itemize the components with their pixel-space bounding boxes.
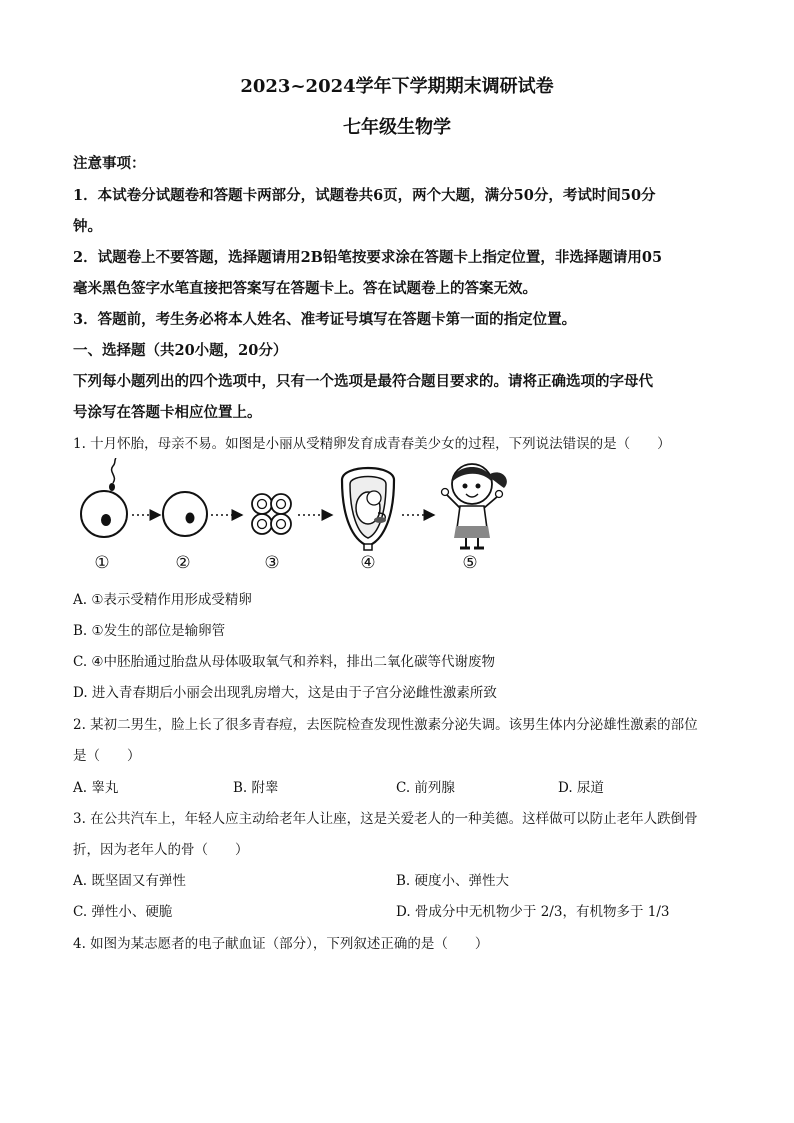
- fetus-in-uterus-icon: [342, 468, 394, 550]
- question-1-option-d: D. 进入青春期后小丽会出现乳房增大，这是由于子宫分泌雌性激素所致: [73, 685, 497, 701]
- development-figure: [72, 458, 532, 578]
- section-heading: 一、选择题（共20小题，20分）: [73, 342, 288, 359]
- notes-heading: 注意事项：: [73, 155, 146, 172]
- note-item-1-line-2: 钟。: [73, 218, 102, 235]
- exam-subtitle: 七年级生物学: [343, 117, 451, 138]
- figure-label-3: ③: [264, 553, 280, 573]
- section-instruction-line-2: 号涂写在答题卡相应位置上。: [73, 404, 262, 421]
- figure-label-2: ②: [175, 553, 191, 573]
- figure-label-1: ①: [94, 553, 110, 573]
- question-4-stem: 4. 如图为某志愿者的电子献血证（部分），下列叙述正确的是（ ）: [73, 936, 489, 952]
- question-2-option-d: D. 尿道: [558, 780, 604, 796]
- question-3-stem-line-2: 折，因为老年人的骨（ ）: [73, 842, 249, 858]
- note-item-2-line-1: 2．试题卷上不要答题，选择题请用2B铅笔按要求涂在答题卡上指定位置，非选择题请用05: [73, 249, 663, 266]
- note-item-1-line-1: 1．本试卷分试题卷和答题卡两部分，试题卷共6页，两个大题，满分50分，考试时间50分: [73, 187, 656, 204]
- note-item-2-line-2: 毫米黑色签字水笔直接把答案写在答题卡上。答在试题卷上的答案无效。: [73, 280, 537, 297]
- figure-label-5: ⑤: [462, 553, 478, 573]
- question-2-stem-line-1: 2. 某初二男生，脸上长了很多青春痘，去医院检查发现性激素分泌失调。该男生体内分泌雄性激素的部位: [73, 717, 698, 733]
- question-3-option-c: C. 弹性小、硬脆: [73, 904, 173, 920]
- figure-label-4: ④: [360, 553, 376, 573]
- development-diagram: [72, 458, 532, 553]
- question-3-option-b: B. 硬度小、弹性大: [396, 873, 510, 889]
- cell-division-icon: [252, 494, 291, 534]
- section-instruction-line-1: 下列每小题列出的四个选项中，只有一个选项是最符合题目要求的。请将正确选项的字母代: [73, 373, 653, 390]
- zygote-icon: [163, 492, 207, 536]
- question-3-option-a: A. 既坚固又有弹性: [73, 873, 186, 889]
- question-1-stem: 1. 十月怀胎，母亲不易。如图是小丽从受精卵发育成青春美少女的过程，下列说法错误的是（ ）: [73, 436, 671, 452]
- exam-title: 2023~2024学年下学期期末调研试卷: [240, 76, 554, 97]
- question-2-option-b: B. 附睾: [233, 780, 279, 796]
- question-2-stem-line-2: 是（ ）: [73, 748, 141, 764]
- question-3-option-d: D. 骨成分中无机物少于 2/3，有机物多于 1/3: [396, 904, 670, 920]
- girl-icon: [442, 464, 507, 548]
- note-item-3: 3．答题前，考生务必将本人姓名、准考证号填写在答题卡第一面的指定位置。: [73, 311, 577, 328]
- question-3-stem-line-1: 3. 在公共汽车上，年轻人应主动给老年人让座，这是关爱老人的一种美德。这样做可以防止老年人跌倒骨: [73, 811, 698, 827]
- question-2-option-a: A. 睾丸: [73, 780, 119, 796]
- question-2-option-c: C. 前列腺: [396, 780, 455, 796]
- fertilized-egg-icon: [81, 458, 127, 537]
- question-1-option-b: B. ①发生的部位是输卵管: [73, 623, 226, 639]
- question-1-option-a: A. ①表示受精作用形成受精卵: [73, 592, 252, 608]
- question-1-option-c: C. ④中胚胎通过胎盘从母体吸取氧气和养料，排出二氧化碳等代谢废物: [73, 654, 496, 670]
